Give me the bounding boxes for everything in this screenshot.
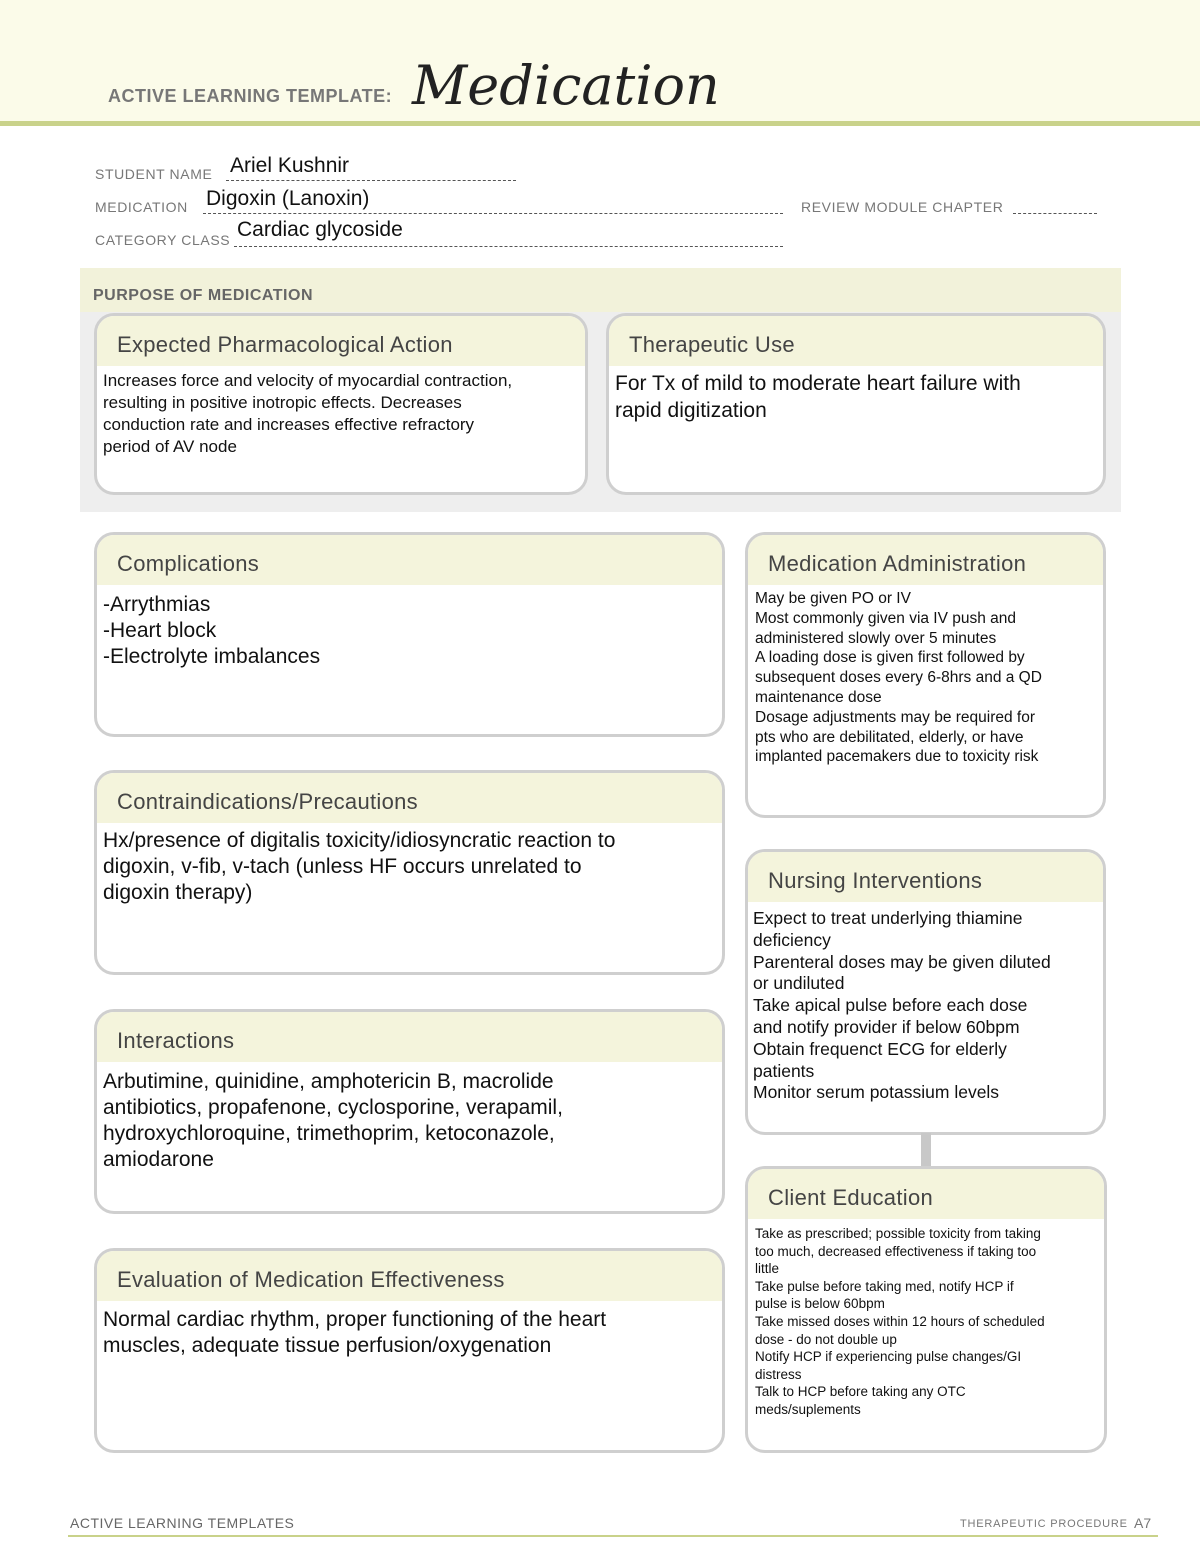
medication-value[interactable]: Digoxin (Lanoxin) <box>206 187 370 210</box>
footer-right-text: THERAPEUTIC PROCEDURE <box>960 1518 1128 1530</box>
header-rule <box>0 121 1200 126</box>
student-name-line <box>226 180 516 181</box>
interactions-box <box>94 1009 725 1214</box>
nursing-interventions-title: Nursing Interventions <box>748 852 1103 902</box>
medication-administration-box <box>745 532 1106 818</box>
contraindications-body[interactable]: Hx/presence of digitalis toxicity/idiosyncratic reaction to digoxin, v-fib, v-tach (unless HF occurs unrelated to digoxin therapy) <box>103 829 616 904</box>
evaluation-box <box>94 1248 725 1453</box>
medication-line <box>203 213 783 214</box>
category-class-label: CATEGORY CLASS <box>95 232 231 248</box>
template-label: ACTIVE LEARNING TEMPLATE: <box>108 86 393 106</box>
complications-body[interactable]: -Arrythmias -Heart block -Electrolyte imbalances <box>103 593 321 668</box>
page-title: Medication <box>412 54 720 117</box>
therapeutic-use-title: Therapeutic Use <box>609 316 1103 366</box>
expected-action-title: Expected Pharmacological Action <box>97 316 585 366</box>
medication-administration-title: Medication Administration <box>748 535 1103 585</box>
therapeutic-use-box <box>606 313 1106 495</box>
footer-page-number: A7 <box>1134 1515 1152 1531</box>
client-education-box <box>745 1166 1107 1453</box>
therapeutic-use-body[interactable]: For Tx of mild to moderate heart failure with rapid digitization <box>615 372 1021 422</box>
expected-action-body[interactable]: Increases force and velocity of myocardial contraction, resulting in positive inotropic effects. Decreases conduction rate and increases effective refractory period of AV node <box>103 371 513 456</box>
medication-label: MEDICATION <box>95 199 188 215</box>
category-class-value[interactable]: Cardiac glycoside <box>237 218 403 241</box>
expected-action-box <box>94 313 588 495</box>
review-module-chapter-line <box>1013 213 1097 214</box>
footer-left-text: ACTIVE LEARNING TEMPLATES <box>70 1515 295 1531</box>
complications-title: Complications <box>97 535 722 585</box>
student-name-label: STUDENT NAME <box>95 166 213 182</box>
footer-rule <box>68 1535 1158 1537</box>
medication-administration-body[interactable]: May be given PO or IV Most commonly given via IV push and administered slowly over 5 minutes A loading dose is given first followed by subsequent doses every 6-8hrs and a QD maintenance dose Dosage adjustments may be required for pts who are debilitated, elderly, or have implanted pacemakers due to toxicity risk <box>755 590 1042 766</box>
client-education-body[interactable]: Take as prescribed; possible toxicity from taking too much, decreased effectiveness if taking too little Take pulse before taking med, notify HCP if pulse is below 60bpm Take missed doses within 12 hours of scheduled dose - do not double up Notify HCP if experiencing pulse changes/GI distress Talk to HCP before taking any OTC meds/suplements <box>755 1226 1045 1417</box>
nursing-interventions-box <box>745 849 1106 1135</box>
evaluation-title: Evaluation of Medication Effectiveness <box>97 1251 722 1301</box>
evaluation-body[interactable]: Normal cardiac rhythm, proper functioning of the heart muscles, adequate tissue perfusion/oxygenation <box>103 1308 607 1357</box>
box-connector <box>921 1133 931 1167</box>
category-class-line <box>234 246 783 247</box>
contraindications-title: Contraindications/Precautions <box>97 773 722 823</box>
student-name-value[interactable]: Ariel Kushnir <box>230 154 350 177</box>
interactions-body[interactable]: Arbutimine, quinidine, amphotericin B, macrolide antibiotics, propafenone, cyclosporine, verapamil, hydroxychloroquine, trimethoprim, ketoconazole, amiodarone <box>103 1070 563 1171</box>
contraindications-box <box>94 770 725 975</box>
review-module-chapter-label: REVIEW MODULE CHAPTER <box>801 199 1004 215</box>
client-education-title: Client Education <box>748 1169 1104 1219</box>
purpose-title: PURPOSE OF MEDICATION <box>93 287 313 304</box>
interactions-title: Interactions <box>97 1012 722 1062</box>
nursing-interventions-body[interactable]: Expect to treat underlying thiamine deficiency Parenteral doses may be given diluted or undiluted Take apical pulse before each dose and notify provider if below 60bpm Obtain frequenct ECG for elderly patients Monitor serum potassium levels <box>753 908 1051 1103</box>
complications-box <box>94 532 725 737</box>
